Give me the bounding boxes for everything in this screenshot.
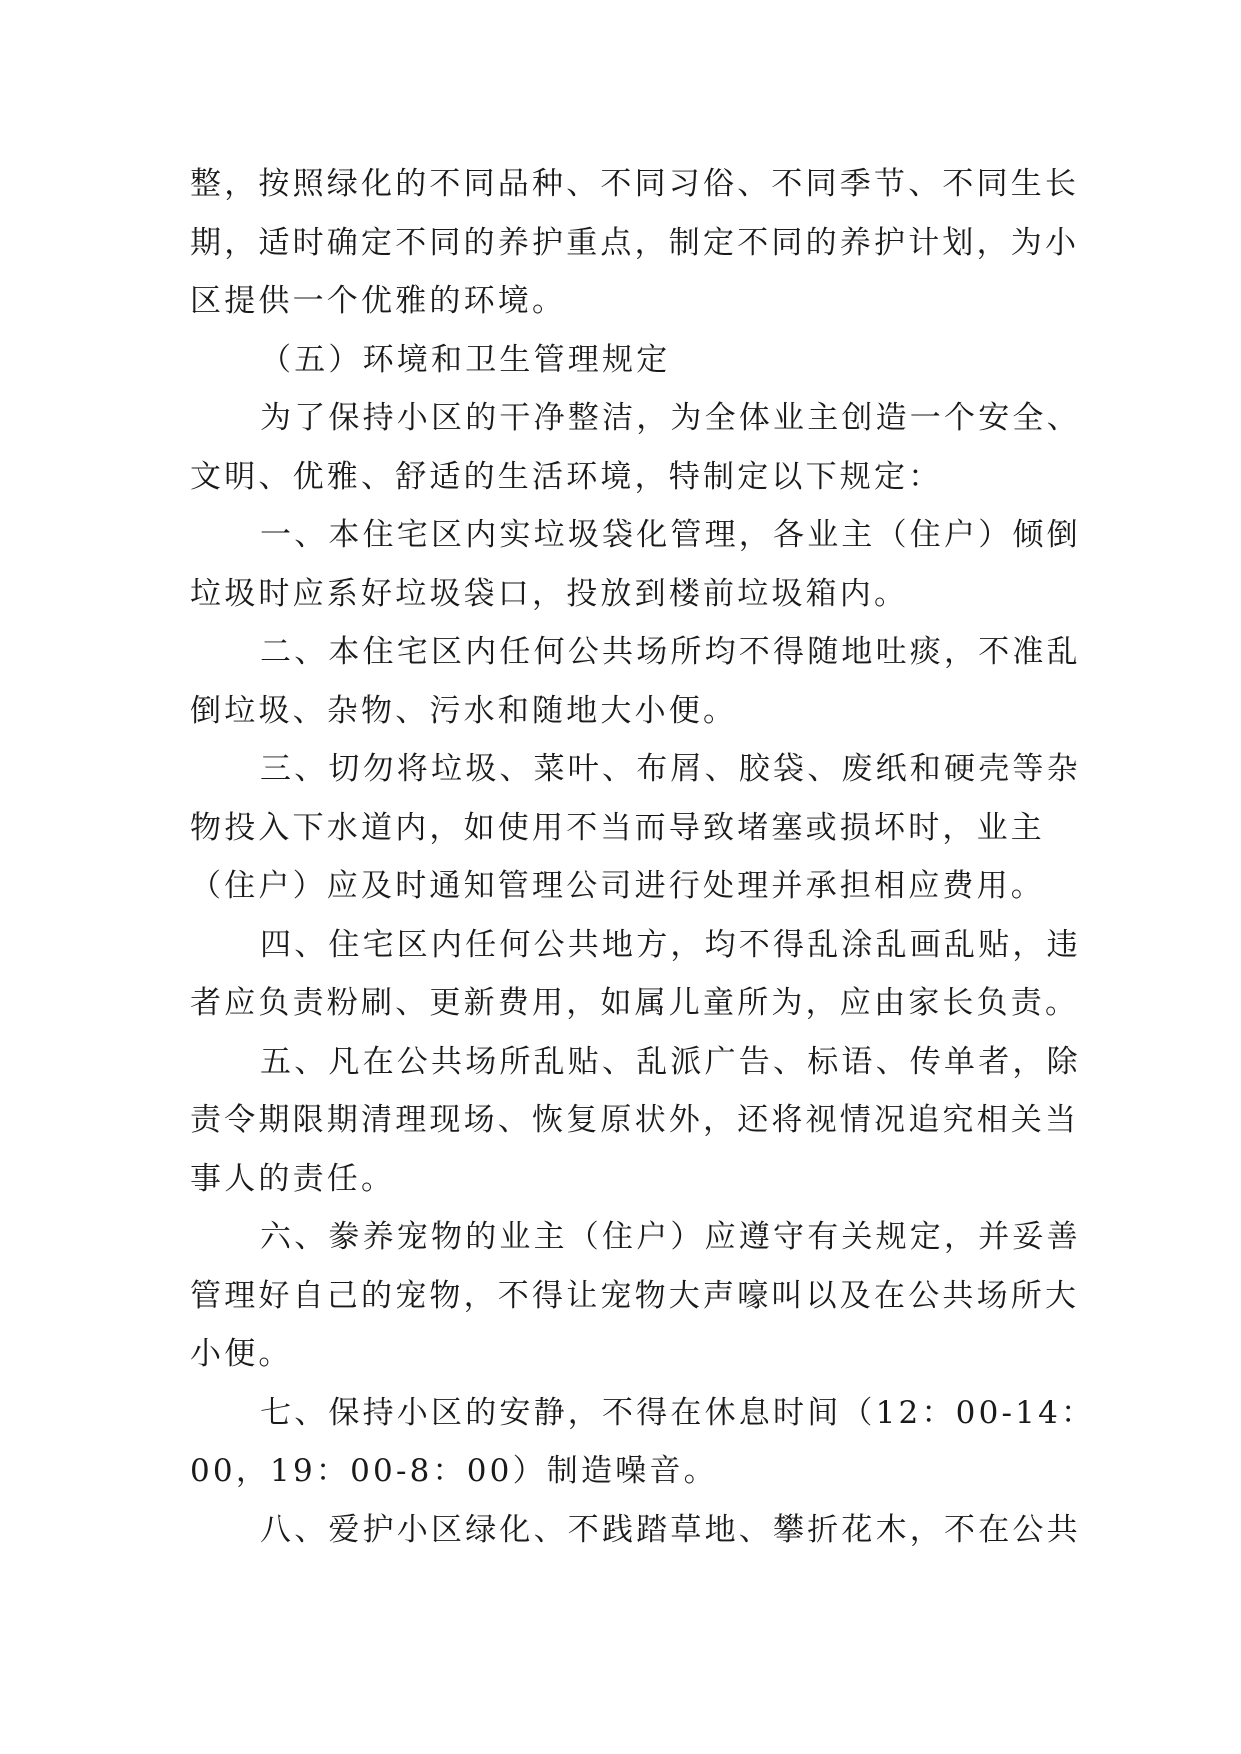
text-line: 倒垃圾、杂物、污水和随地大小便。 [190,692,738,729]
text-line: 事人的责任。 [190,1160,396,1197]
text-line: 一、本住宅区内实垃圾袋化管理，各业主（住户）倾倒 [260,517,1081,553]
text-line: 小便。 [190,1336,293,1372]
text-line: 七、保持小区的安静，不得在休息时间（12：00-14： [260,1394,1096,1431]
text-line: 00，19：00-8：00）制造噪音。 [190,1453,718,1489]
text-line: 者应负责粉刷、更新费用，如属儿童所为，应由家长负责。 [190,985,1080,1021]
text-line: 物投入下水道内，如使用不当而导致堵塞或损坏时，业主 [190,809,1045,846]
text-line: 三、切勿将垃圾、菜叶、布屑、胶袋、废纸和硬壳等杂 [260,751,1081,787]
text-line: 四、住宅区内任何公共地方，均不得乱涂乱画乱贴，违 [260,926,1081,963]
text-line: （住户）应及时通知管理公司进行处理并承担相应费用。 [190,868,1045,904]
text-line: 二、本住宅区内任何公共场所均不得随地吐痰，不准乱 [260,634,1081,670]
text-line: 管理好自己的宠物，不得让宠物大声嚎叫以及在公共场所大 [190,1277,1080,1314]
document-body [190,155,1096,1559]
text-line: 责令期限期清理现场、恢复原状外，还将视情况追究相关当 [190,1102,1080,1138]
text-line: 期，适时确定不同的养护重点，制定不同的养护计划，为小 [190,224,1080,261]
text-line: 区提供一个优雅的环境。 [190,283,567,319]
text-line: 八、爱护小区绿化、不践踏草地、攀折花木，不在公共 [260,1511,1081,1548]
text-line: 整，按照绿化的不同品种、不同习俗、不同季节、不同生长 [190,166,1080,202]
text-line: 五、凡在公共场所乱贴、乱派广告、标语、传单者，除 [260,1043,1081,1080]
text-line: 垃圾时应系好垃圾袋口，投放到楼前垃圾箱内。 [190,575,909,612]
text-line: 六、豢养宠物的业主（住户）应遵守有关规定，并妥善 [260,1219,1081,1255]
text-line: 文明、优雅、舒适的生活环境，特制定以下规定： [190,458,943,495]
text-line: 为了保持小区的干净整洁，为全体业主创造一个安全、 [260,400,1081,436]
section-heading: （五）环境和卫生管理规定 [260,341,671,378]
